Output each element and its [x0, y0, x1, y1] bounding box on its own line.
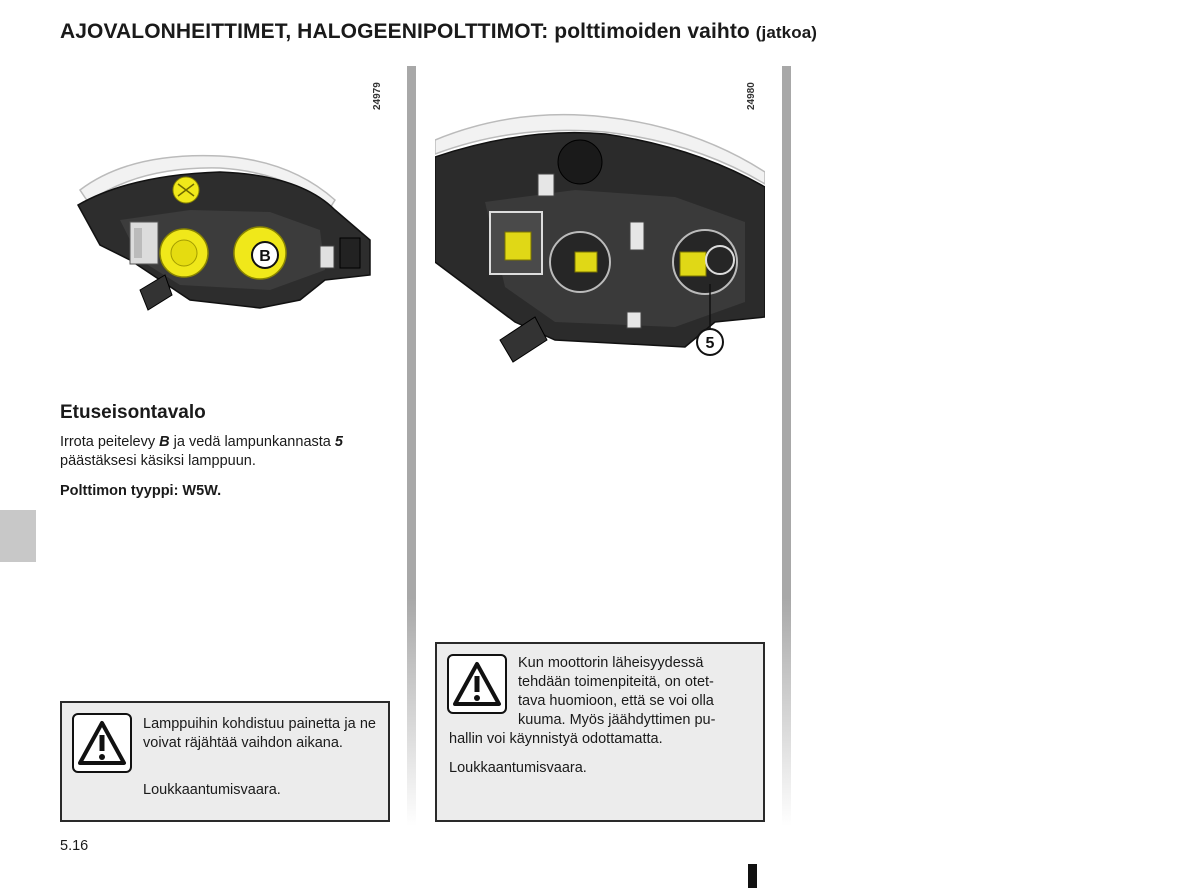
warning-triangle-icon	[447, 654, 507, 714]
warning-risk-left: Loukkaantumisvaara.	[143, 782, 281, 798]
ref-b: B	[159, 434, 170, 450]
warning-text-right: Kun moottorin läheisyydessä tehdään toimenpiteitä, on otet- tava huomioon, että se voi olla kuuma. Myös jäähdyttimen pu-	[518, 655, 716, 728]
ref-5: 5	[334, 434, 343, 450]
warning-triangle-icon	[72, 713, 132, 773]
callout-b: B	[259, 248, 271, 265]
figure-code-left: 24979	[372, 82, 383, 110]
warning-box-right	[435, 642, 765, 822]
warning-risk-right: Loukkaantumisvaara.	[449, 760, 587, 776]
warning-text-left: Lamppuihin kohdistuu painetta ja ne voivat räjähtää vaihdon aikana.	[143, 716, 376, 751]
warning-box-left	[60, 701, 390, 822]
chapter-tab	[0, 510, 36, 562]
column-divider-right	[782, 66, 791, 826]
page-title	[60, 20, 817, 44]
warning-text-right-last: hallin voi käynnistyä odottamatta.	[449, 731, 663, 747]
headlamp-rear-illustration	[70, 150, 380, 320]
instruction-paragraph: Irrota peitelevy B ja vedä lampunkannasta 5 päästäksesi käsiksi lamppuun.	[60, 434, 343, 469]
page-number: 5.16	[60, 838, 89, 854]
column-divider-left	[407, 66, 416, 826]
page-title-main: AJOVALONHEITTIMET, HALOGEENIPOLTTIMOT: polttimoiden vaihto	[60, 20, 750, 43]
callout-5: 5	[705, 335, 715, 352]
headlamp-bulb-access-illustration	[435, 112, 765, 364]
page-title-suffix: (jatkoa)	[755, 23, 818, 42]
section-heading: Etuseisontavalo	[60, 402, 206, 423]
bulb-type-text: Polttimon tyyppi: W5W.	[60, 483, 222, 499]
footer-mark	[748, 864, 757, 888]
figure-code-right: 24980	[746, 82, 757, 110]
